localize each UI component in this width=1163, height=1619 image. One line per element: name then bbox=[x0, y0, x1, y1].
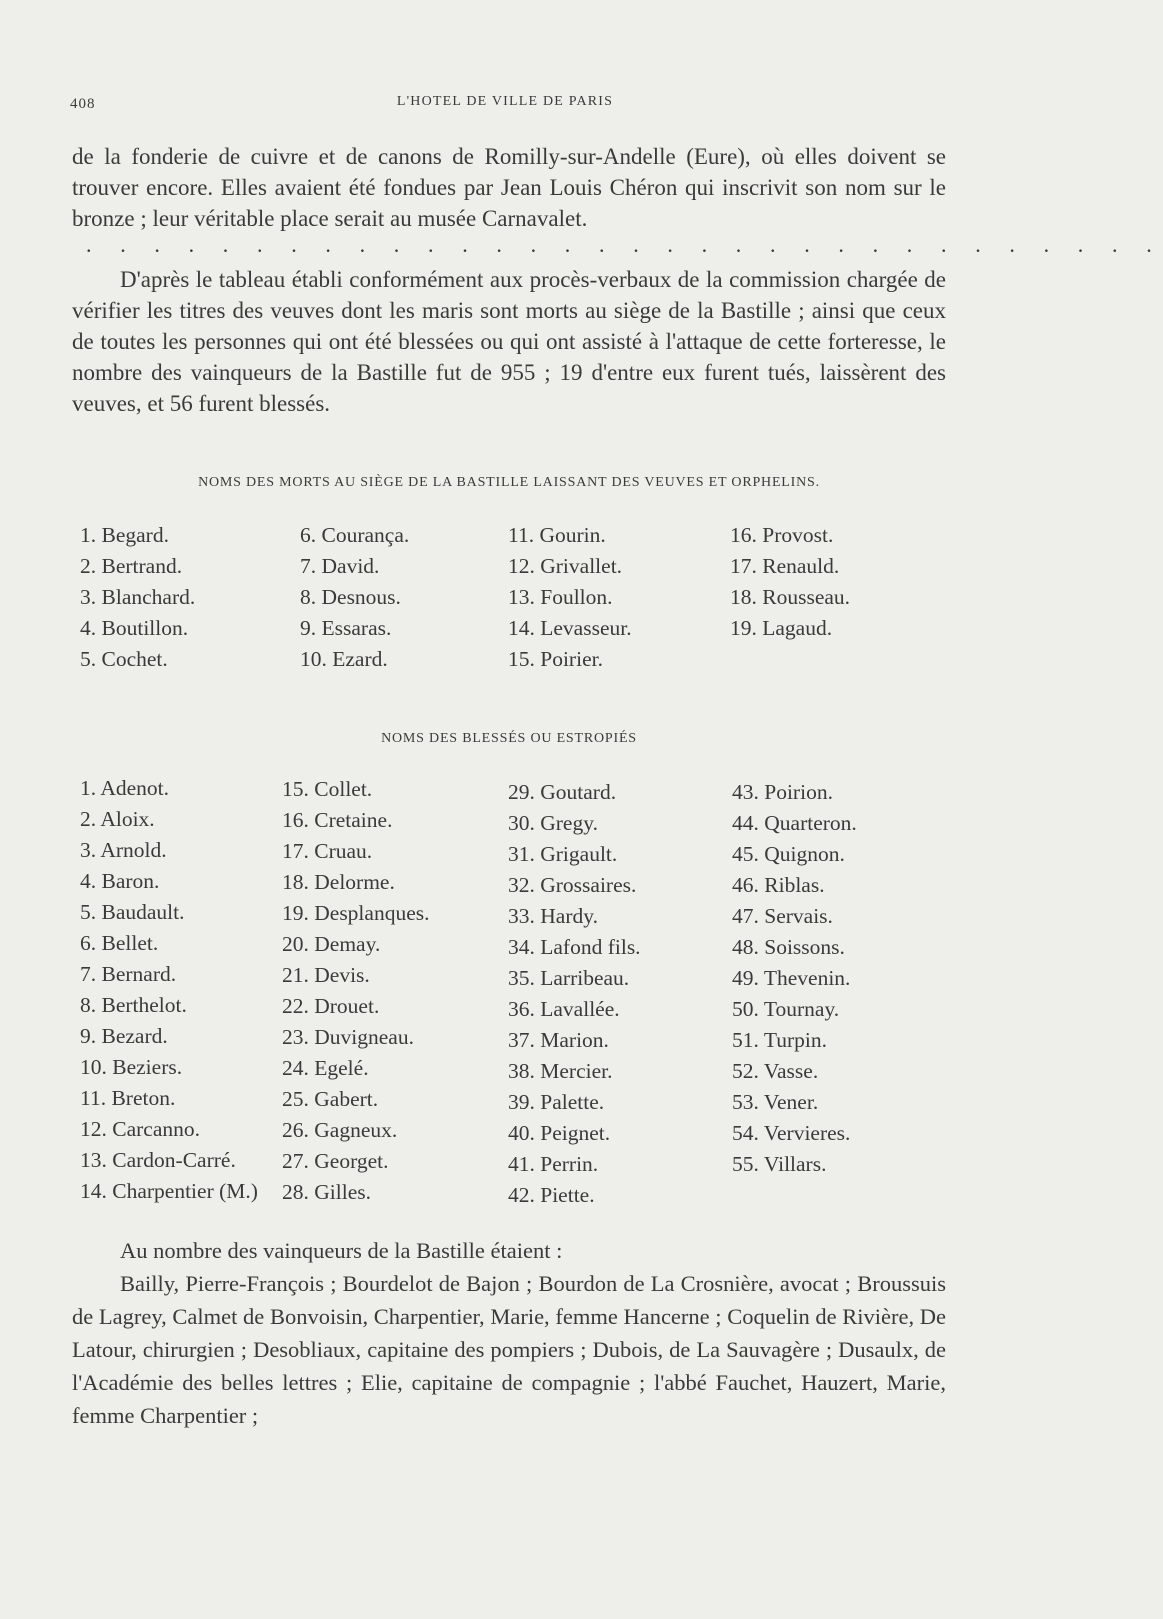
list-item: 41. Perrin. bbox=[508, 1152, 599, 1176]
list-item: 11. Gourin. bbox=[508, 523, 606, 547]
list-item: 27. Georget. bbox=[282, 1149, 389, 1173]
list-item: 9. Bezard. bbox=[80, 1024, 168, 1048]
list-item: 3. Blanchard. bbox=[80, 585, 196, 609]
list-item: 17. Cruau. bbox=[282, 839, 373, 863]
dead-list-title: NOMS DES MORTS AU SIÈGE DE LA BASTILLE LAISSANT DES VEUVES ET ORPHELINS. bbox=[198, 475, 820, 490]
wounded-list-column-1 bbox=[80, 773, 258, 1207]
list-item: 47. Servais. bbox=[732, 904, 833, 928]
list-item: 18. Delorme. bbox=[282, 870, 395, 894]
list-item: 15. Poirier. bbox=[508, 647, 603, 671]
list-item: 3. Arnold. bbox=[80, 838, 167, 862]
list-item: 39. Palette. bbox=[508, 1090, 605, 1114]
list-item: 10. Beziers. bbox=[80, 1055, 183, 1079]
list-item: 53. Vener. bbox=[732, 1090, 819, 1114]
dead-list-column-3 bbox=[508, 520, 632, 675]
list-item: 42. Piette. bbox=[508, 1183, 595, 1207]
list-item: 31. Grigault. bbox=[508, 842, 618, 866]
list-item: 26. Gagneux. bbox=[282, 1118, 398, 1142]
list-item: 33. Hardy. bbox=[508, 904, 598, 928]
list-item: 8. Berthelot. bbox=[80, 993, 187, 1017]
list-item: 1. Adenot. bbox=[80, 776, 169, 800]
ellipsis-divider: . . . . . . . . . . . . . . . . . . . . . . . . . . . . . . . . bbox=[86, 232, 1163, 257]
list-item: 46. Riblas. bbox=[732, 873, 825, 897]
list-item: 21. Devis. bbox=[282, 963, 370, 987]
paragraph-victors-list: Bailly, Pierre-François ; Bourdelot de Bajon ; Bourdon de La Crosnière, avocat ; Broussuis de Lagrey, Calmet de Bonvoisin, Charpentier, Marie, femme Hancerne ; Coquelin de Rivière, De Latour, chirurgien ; Desobliaux, capitaine des pompiers ; Dubois, de La Sauvagère ; Dusaulx, de l'Académie des belles lettres ; Elie, capitaine de compagnie ; l'abbé Fauchet, Hauzert, Marie, femme Charpentier ; bbox=[72, 1271, 946, 1428]
list-item: 4. Boutillon. bbox=[80, 616, 189, 640]
list-item: 22. Drouet. bbox=[282, 994, 380, 1018]
wounded-list-column-3 bbox=[508, 777, 641, 1211]
list-item: 30. Gregy. bbox=[508, 811, 598, 835]
list-item: 7. David. bbox=[300, 554, 380, 578]
list-item: 9. Essaras. bbox=[300, 616, 392, 640]
list-item: 1. Begard. bbox=[80, 523, 169, 547]
list-item: 4. Baron. bbox=[80, 869, 160, 893]
list-item: 16. Cretaine. bbox=[282, 808, 393, 832]
list-item: 54. Vervieres. bbox=[732, 1121, 851, 1145]
list-item: 24. Egelé. bbox=[282, 1056, 369, 1080]
list-item: 28. Gilles. bbox=[282, 1180, 371, 1204]
list-item: 11. Breton. bbox=[80, 1086, 176, 1110]
paragraph-victors-intro: Au nombre des vainqueurs de la Bastille étaient : bbox=[120, 1238, 563, 1263]
list-item: 48. Soissons. bbox=[732, 935, 845, 959]
wounded-list-column-4 bbox=[732, 777, 857, 1180]
list-item: 36. Lavallée. bbox=[508, 997, 620, 1021]
list-item: 5. Baudault. bbox=[80, 900, 185, 924]
list-item: 35. Larribeau. bbox=[508, 966, 630, 990]
dead-list-column-2 bbox=[300, 520, 409, 675]
list-item: 19. Lagaud. bbox=[730, 616, 833, 640]
list-item: 14. Levasseur. bbox=[508, 616, 632, 640]
paragraph-foundry: de la fonderie de cuivre et de canons de Romilly-sur-Andelle (Eure), où elles doivent se trouver encore. Elles avaient été fondues par Jean Louis Chéron qui inscrivit son nom sur le bronze ; leur véritable place serait au musée Carnavalet. bbox=[72, 144, 946, 231]
wounded-list-column-2 bbox=[282, 774, 430, 1208]
dead-list-column-4 bbox=[730, 520, 850, 644]
list-item: 40. Peignet. bbox=[508, 1121, 611, 1145]
wounded-list-title: NOMS DES BLESSÉS OU ESTROPIÉS bbox=[381, 731, 637, 746]
list-item: 13. Cardon-Carré. bbox=[80, 1148, 236, 1172]
list-item: 51. Turpin. bbox=[732, 1028, 827, 1052]
list-item: 34. Lafond fils. bbox=[508, 935, 641, 959]
list-item: 5. Cochet. bbox=[80, 647, 168, 671]
list-item: 37. Marion. bbox=[508, 1028, 609, 1052]
page-number: 408 bbox=[70, 96, 96, 112]
list-item: 2. Bertrand. bbox=[80, 554, 183, 578]
list-item: 43. Poirion. bbox=[732, 780, 833, 804]
list-item: 50. Tournay. bbox=[732, 997, 840, 1021]
list-item: 19. Desplanques. bbox=[282, 901, 430, 925]
list-item: 20. Demay. bbox=[282, 932, 381, 956]
list-item: 49. Thevenin. bbox=[732, 966, 851, 990]
list-item: 52. Vasse. bbox=[732, 1059, 819, 1083]
list-item: 25. Gabert. bbox=[282, 1087, 379, 1111]
list-item: 55. Villars. bbox=[732, 1152, 827, 1176]
list-item: 29. Goutard. bbox=[508, 780, 617, 804]
list-item: 12. Grivallet. bbox=[508, 554, 623, 578]
list-item: 44. Quarteron. bbox=[732, 811, 857, 835]
page-header bbox=[70, 94, 940, 118]
list-item: 14. Charpentier (M.) bbox=[80, 1179, 258, 1203]
list-item: 10. Ezard. bbox=[300, 647, 388, 671]
list-item: 2. Aloix. bbox=[80, 807, 155, 831]
list-item: 17. Renauld. bbox=[730, 554, 840, 578]
list-item: 18. Rousseau. bbox=[730, 585, 851, 609]
list-item: 6. Courança. bbox=[300, 523, 410, 547]
list-item: 16. Provost. bbox=[730, 523, 834, 547]
list-item: 32. Grossaires. bbox=[508, 873, 637, 897]
list-item: 6. Bellet. bbox=[80, 931, 159, 955]
list-item: 13. Foullon. bbox=[508, 585, 613, 609]
paragraph-commission: D'après le tableau établi conformément aux procès-verbaux de la commission chargée de vérifier les titres des veuves dont les maris sont morts au siège de la Bastille ; ainsi que ceux de toutes les personnes qui ont été blessées ou qui ont assisté à l'attaque de cette forteresse, le nombre des vainqueurs de la Bastille fut de 955 ; 19 d'entre eux furent tués, laissèrent des veuves, et 56 furent blessés. bbox=[72, 267, 946, 416]
list-item: 12. Carcanno. bbox=[80, 1117, 201, 1141]
list-item: 8. Desnous. bbox=[300, 585, 401, 609]
dead-list-column-1 bbox=[80, 520, 195, 675]
list-item: 15. Collet. bbox=[282, 777, 373, 801]
list-item: 7. Bernard. bbox=[80, 962, 177, 986]
running-title: L'HOTEL DE VILLE DE PARIS bbox=[396, 94, 614, 109]
list-item: 38. Mercier. bbox=[508, 1059, 613, 1083]
list-item: 45. Quignon. bbox=[732, 842, 845, 866]
list-item: 23. Duvigneau. bbox=[282, 1025, 414, 1049]
